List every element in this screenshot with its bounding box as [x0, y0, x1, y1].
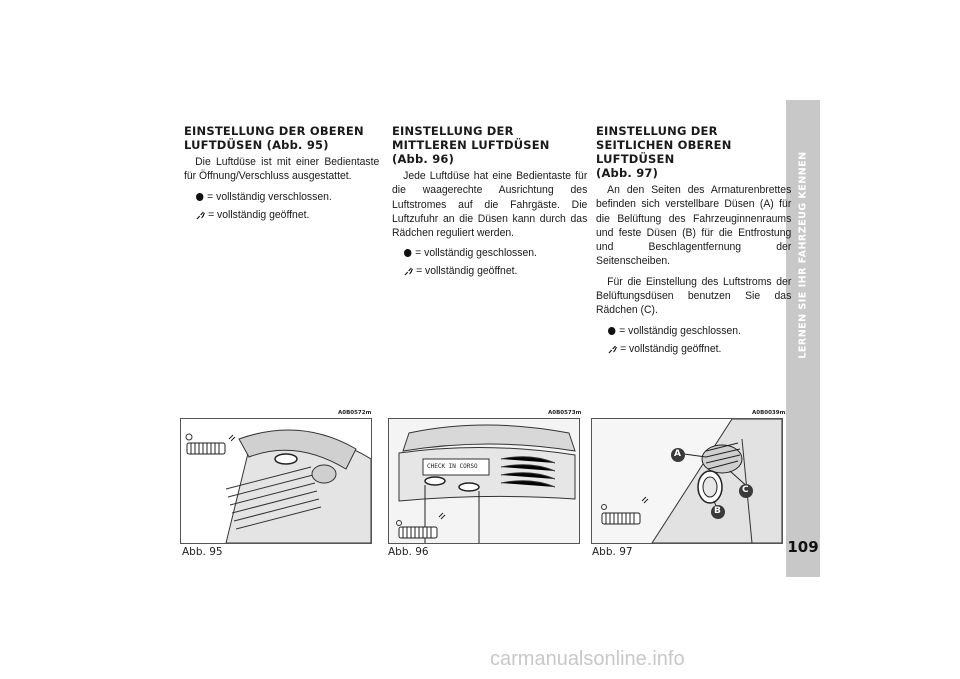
figure-code: A0B0039m [752, 410, 786, 416]
figure-caption: Abb. 97 [592, 546, 633, 558]
figure-code: A0B0572m [338, 410, 372, 416]
label-c: C [742, 485, 749, 495]
open-item: = vollständig geöffnet. [404, 264, 574, 278]
section-heading: EINSTELLUNG DER SEITLICHEN OBEREN LUFTDÜSEN (Abb. 97) [596, 124, 732, 180]
label-a: A [674, 449, 681, 459]
closed-item: = vollständig geschlossen. [608, 324, 778, 338]
figure-95-upper-vent [180, 418, 372, 544]
display-text: CHECK IN CORSO [427, 463, 478, 470]
section-heading: EINSTELLUNG DER OBEREN LUFTDÜSEN (Abb. 95) [184, 124, 364, 152]
airflow-open-icon [404, 266, 413, 276]
closed-item: = vollständig geschlossen. [404, 246, 574, 260]
closed-item: = vollständig verschlossen. [196, 190, 366, 204]
figure-code: A0B0573m [548, 410, 582, 416]
paragraph: Für die Einstellung des Luftstroms der Belüftungsdüsen benutzen Sie das Rädchen (C). [596, 275, 792, 317]
side-vents-illustration [592, 419, 782, 543]
chapter-title: LERNEN SIE IHR FAHRZEUG KENNEN [797, 151, 809, 359]
airflow-open-icon [196, 210, 205, 220]
figure-reference: (Abb. 95) [266, 138, 329, 152]
section-upper-vents [184, 124, 379, 222]
watermark: carmanualsonline.info [490, 648, 685, 670]
airflow-open-icon [608, 344, 617, 354]
page-number: 109 [787, 538, 819, 556]
figure-96-middle-vents [388, 418, 580, 544]
paragraph: Die Luftdüse ist mit einer Bedientaste für Öffnung/Verschluss ausgestattet. [184, 156, 380, 183]
upper-vent-illustration [181, 419, 371, 543]
paragraph: An den Seiten des Armaturenbrettes befinden sich verstellbare Düsen (A) für die Belüftung des Fahrzeuginnenraums und feste Düsen (B) für die Entfrostung und Beschlagentfernung der Seitenscheiben. [596, 184, 792, 268]
middle-vents-illustration [389, 419, 579, 543]
paragraph: Jede Luftdüse hat eine Bedientaste für die waagerechte Ausrichtung des Luftstromes auf die Fahrgäste. Die Luftzufuhr an die Düsen kann durch das Rädchen reguliert werden. [392, 170, 588, 240]
open-item: = vollständig geöffnet. [608, 342, 778, 356]
figure-97-side-vents [591, 418, 783, 544]
figure-caption: Abb. 95 [182, 546, 223, 558]
label-b: B [714, 506, 721, 516]
closed-dot-icon [196, 193, 203, 201]
section-side-vents [596, 124, 791, 356]
closed-dot-icon [404, 249, 411, 257]
figure-caption: Abb. 96 [388, 546, 429, 558]
closed-dot-icon [608, 327, 615, 335]
figure-reference: (Abb. 96) [392, 152, 455, 166]
figure-reference: (Abb. 97) [596, 166, 659, 180]
section-heading: EINSTELLUNG DER MITTLEREN LUFTDÜSEN (Abb. 96) [392, 124, 550, 166]
open-item: = vollständig geöffnet. [196, 208, 366, 222]
section-middle-vents [392, 124, 587, 278]
